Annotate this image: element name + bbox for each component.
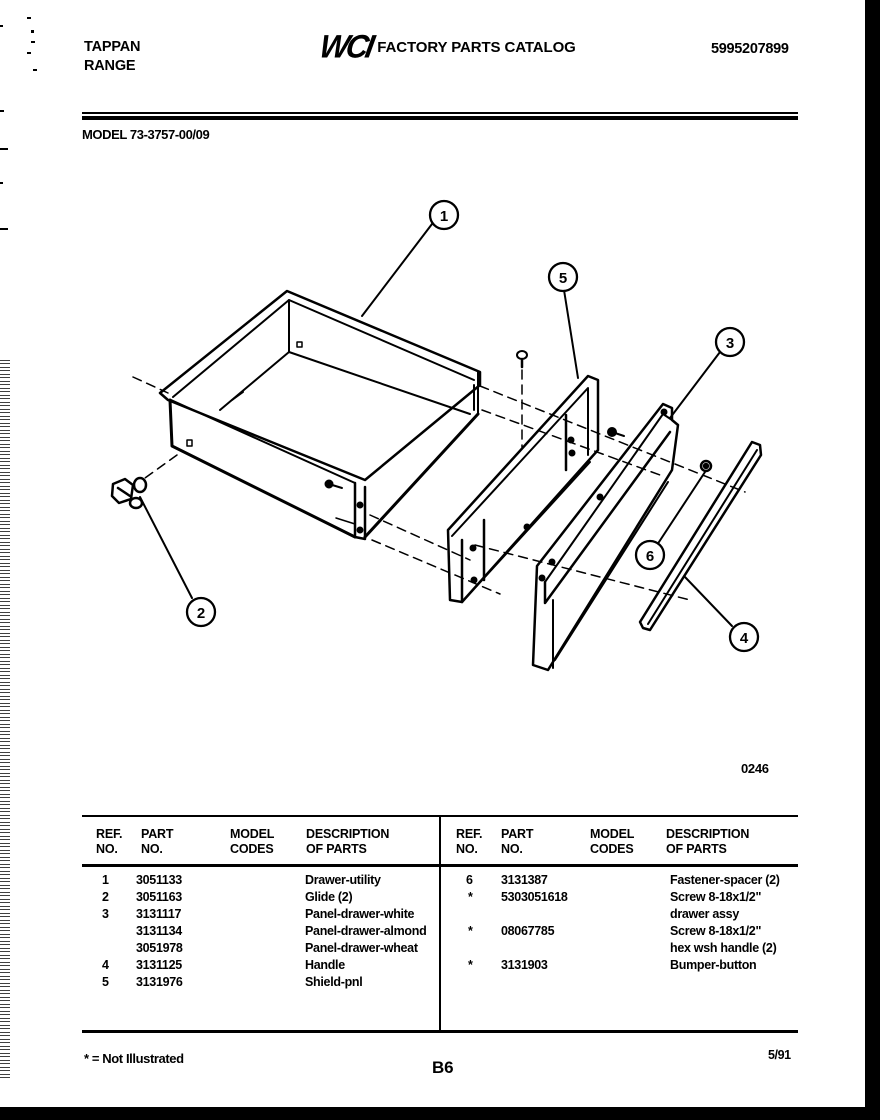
catalog-title: FACTORY PARTS CATALOG (377, 38, 576, 56)
svg-text:6: 6 (645, 548, 655, 565)
table-row (0, 957, 860, 974)
callout-1 (430, 201, 458, 229)
table-row (0, 974, 440, 991)
description: Bumper-button (670, 958, 757, 972)
part-no: 3131976 (136, 975, 183, 989)
ref-no: 2 (102, 890, 109, 904)
description: drawer assy (670, 907, 739, 921)
catalog-header (316, 28, 576, 65)
shield-pnl-part (448, 376, 598, 602)
ref-no: 6 (466, 873, 473, 887)
part-no: 3051133 (136, 873, 182, 887)
drawer-utility-part (160, 291, 480, 539)
svg-text:3: 3 (725, 335, 735, 352)
svg-text:4: 4 (739, 630, 749, 647)
description: Panel-drawer-white (305, 907, 415, 921)
ref-no: 4 (102, 958, 109, 972)
header-description: DESCRIPTION OF PARTS (306, 827, 390, 856)
fastener-spacer-part (701, 461, 711, 471)
table-row (0, 872, 860, 889)
header-model-codes: MODEL CODES (230, 827, 275, 856)
description: Screw 8-18x1/2" (670, 924, 762, 938)
ref-no: * (468, 924, 473, 938)
catalog-number: 5995207899 (711, 41, 789, 57)
table-row (0, 906, 860, 923)
svg-text:2: 2 (196, 605, 206, 622)
part-no: 3131903 (501, 958, 548, 972)
table-row (0, 889, 860, 906)
handle-part (640, 442, 761, 630)
screw-part-2 (608, 428, 624, 436)
page-number: B6 (432, 1058, 454, 1077)
part-no: 3051978 (136, 941, 183, 955)
callout-4 (730, 623, 758, 651)
part-no: 3131387 (501, 873, 548, 887)
header-ref-no: REF. NO. (96, 827, 123, 856)
part-no: 3051163 (136, 890, 182, 904)
revision-date: 5/91 (768, 1048, 791, 1062)
parts-table-right (0, 872, 860, 974)
callout-3 (716, 328, 744, 356)
description: Shield-pnl (305, 975, 363, 989)
model-number: MODEL 73-3757-00/09 (82, 127, 210, 142)
header-part-no: PART NO. (141, 827, 174, 856)
part-no: 3131125 (136, 958, 182, 972)
description: Glide (2) (305, 890, 353, 904)
part-no: 3131117 (136, 907, 182, 921)
not-illustrated-footnote: * = Not Illustrated (84, 1051, 184, 1066)
part-no: 08067785 (501, 924, 555, 938)
ref-no: 5 (102, 975, 109, 989)
header-description-right: DESCRIPTION OF PARTS (666, 827, 750, 856)
header-part-no-right: PART NO. (501, 827, 534, 856)
svg-text:1: 1 (439, 208, 449, 225)
ref-no: 3 (102, 907, 109, 921)
description: Panel-drawer-wheat (305, 941, 418, 955)
table-row (0, 923, 860, 940)
header-ref-no-right: REF. NO. (456, 827, 483, 856)
svg-text:5: 5 (558, 270, 568, 287)
description: Fastener-spacer (2) (670, 873, 780, 887)
description: Screw 8-18x1/2" (670, 890, 762, 904)
description: Drawer-utility (305, 873, 381, 887)
header-rule-thick (82, 116, 798, 120)
brand-name: TAPPAN (84, 39, 141, 55)
figure-number: 0246 (741, 761, 769, 776)
brand-block (84, 38, 140, 76)
callout-6 (636, 541, 664, 569)
description: hex wsh handle (2) (670, 941, 777, 955)
header-model-codes-right: MODEL CODES (590, 827, 635, 856)
exploded-parts-diagram (0, 140, 880, 780)
product-type: RANGE (84, 58, 136, 74)
part-no: 5303051618 (501, 890, 568, 904)
glide-part (112, 478, 146, 508)
header-rule-thin (82, 112, 798, 114)
callout-2 (187, 598, 215, 626)
ref-no: * (468, 958, 473, 972)
part-no: 3131134 (136, 924, 182, 938)
screw-part (517, 351, 527, 367)
panel-drawer-part (533, 404, 678, 670)
ref-no: * (468, 890, 473, 904)
callout-5 (549, 263, 577, 291)
description: Panel-drawer-almond (305, 924, 427, 938)
scan-border-bottom (0, 1107, 880, 1120)
table-row (0, 940, 860, 957)
ref-no: 1 (102, 873, 109, 887)
description: Handle (305, 958, 345, 972)
wci-logo: WCI (316, 28, 375, 65)
